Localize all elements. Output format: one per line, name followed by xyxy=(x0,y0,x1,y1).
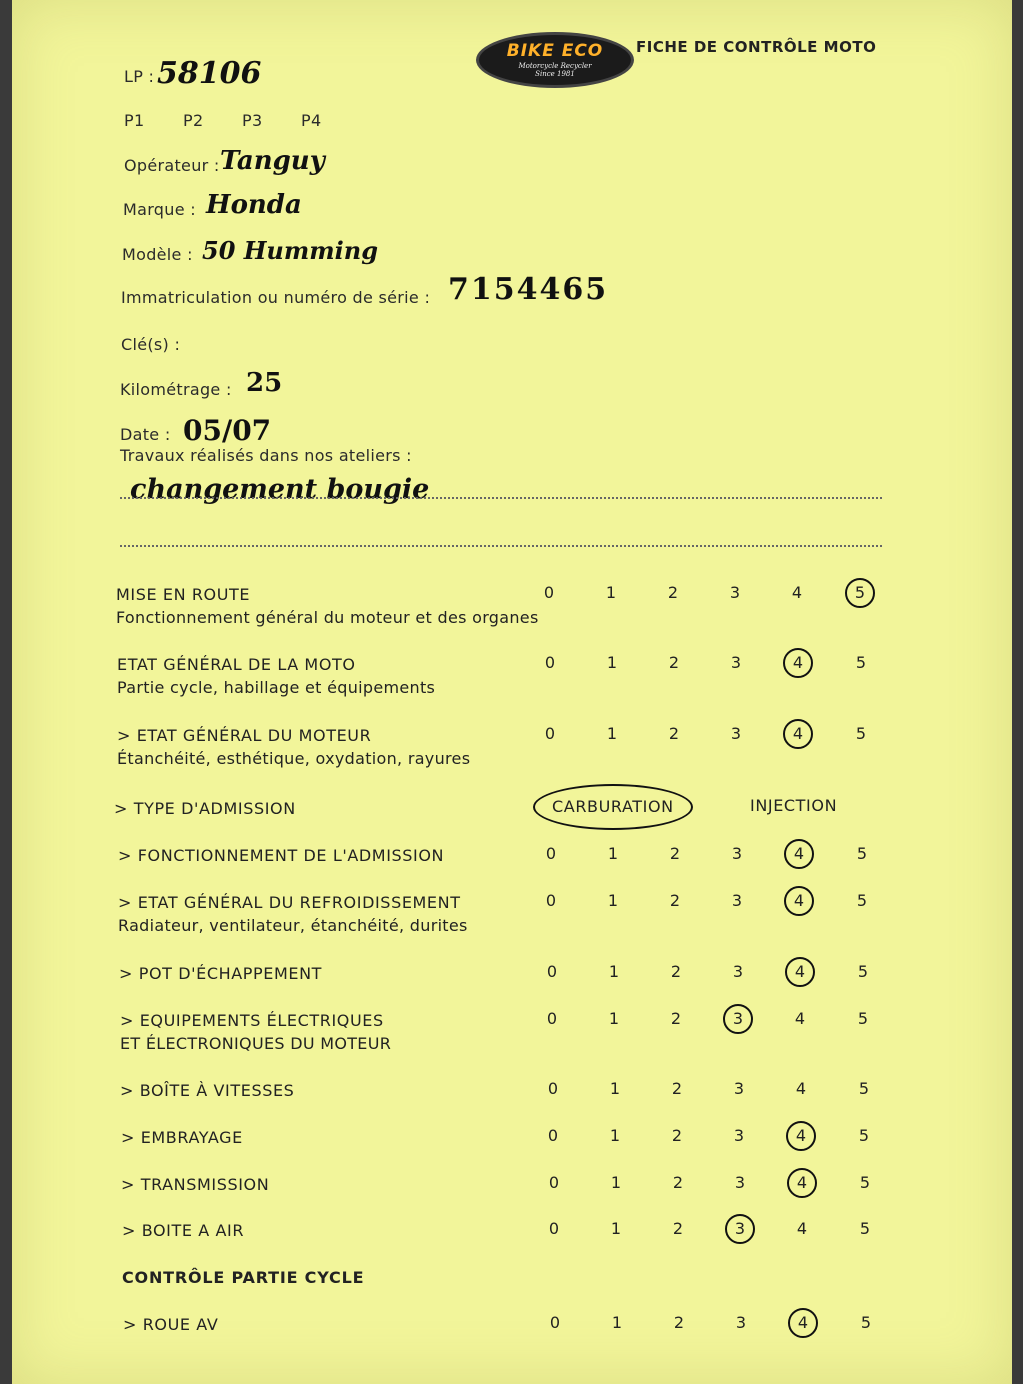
rating-5-score-3[interactable]: 3 xyxy=(731,891,743,910)
position-p4: P4 xyxy=(301,111,322,130)
operator-value: Tanguy xyxy=(220,146,325,176)
rating-3-score-0[interactable]: 0 xyxy=(544,724,556,743)
cycle-item-1-score-3[interactable]: 3 xyxy=(735,1313,747,1332)
rating-9-title: > EMBRAYAGE xyxy=(121,1128,243,1147)
operator-label: Opérateur : xyxy=(124,156,220,175)
rating-8-score-4[interactable]: 4 xyxy=(795,1079,807,1098)
rating-11-score-0[interactable]: 0 xyxy=(548,1219,560,1238)
rating-1-score-0[interactable]: 0 xyxy=(543,583,555,602)
rating-6-score-2[interactable]: 2 xyxy=(670,962,682,981)
rating-3-score-3[interactable]: 3 xyxy=(730,724,742,743)
rating-2-score-0[interactable]: 0 xyxy=(544,653,556,672)
rating-9-score-3[interactable]: 3 xyxy=(733,1126,745,1145)
bike-eco-logo xyxy=(476,32,634,88)
brand-label: Marque : xyxy=(123,200,196,219)
rating-5-score-4-selected[interactable]: 4 xyxy=(784,886,814,916)
rating-6-score-0[interactable]: 0 xyxy=(546,962,558,981)
rating-6-score-5[interactable]: 5 xyxy=(857,962,869,981)
rating-3-score-5[interactable]: 5 xyxy=(855,724,867,743)
rating-9-score-4-selected[interactable]: 4 xyxy=(786,1121,816,1151)
rating-10-score-2[interactable]: 2 xyxy=(672,1173,684,1192)
rating-4-score-5[interactable]: 5 xyxy=(856,844,868,863)
rating-8-title: > BOÎTE À VITESSES xyxy=(120,1081,295,1100)
rating-2-score-1[interactable]: 1 xyxy=(606,653,618,672)
rating-8-score-2[interactable]: 2 xyxy=(671,1079,683,1098)
rating-9-score-5[interactable]: 5 xyxy=(858,1126,870,1145)
date-value: 05/07 xyxy=(183,414,272,447)
rating-7-score-5[interactable]: 5 xyxy=(857,1009,869,1028)
rating-3-title: > ETAT GÉNÉRAL DU MOTEUR xyxy=(117,726,372,745)
rating-5-score-5[interactable]: 5 xyxy=(856,891,868,910)
rating-5-score-2[interactable]: 2 xyxy=(669,891,681,910)
logo-tag-line2: Since 1981 xyxy=(535,70,575,78)
rating-3-score-1[interactable]: 1 xyxy=(606,724,618,743)
position-p2: P2 xyxy=(183,111,204,130)
rating-3-subtitle: Étanchéité, esthétique, oxydation, rayures xyxy=(117,749,471,768)
rating-7-score-3-selected[interactable]: 3 xyxy=(723,1004,753,1034)
lp-value: 58106 xyxy=(157,56,262,91)
rating-6-score-3[interactable]: 3 xyxy=(732,962,744,981)
cycle-section-title: CONTRÔLE PARTIE CYCLE xyxy=(122,1268,365,1287)
admission-option-carburation: CARBURATION xyxy=(552,797,674,816)
rating-3-score-2[interactable]: 2 xyxy=(668,724,680,743)
rating-5-score-0[interactable]: 0 xyxy=(545,891,557,910)
rating-1-title: MISE EN ROUTE xyxy=(116,585,251,604)
rating-5-score-1[interactable]: 1 xyxy=(607,891,619,910)
rating-6-title: > POT D'ÉCHAPPEMENT xyxy=(119,964,323,983)
lp-label: LP : xyxy=(124,67,155,86)
rating-1-subtitle: Fonctionnement général du moteur et des organes xyxy=(116,608,539,627)
admission-label: > TYPE D'ADMISSION xyxy=(114,799,296,818)
inspection-sheet xyxy=(12,0,1012,1384)
model-label: Modèle : xyxy=(122,245,193,264)
rating-10-score-5[interactable]: 5 xyxy=(859,1173,871,1192)
rating-2-score-5[interactable]: 5 xyxy=(855,653,867,672)
rating-8-score-0[interactable]: 0 xyxy=(547,1079,559,1098)
sheet-title: FICHE DE CONTRÔLE MOTO xyxy=(636,38,877,56)
rating-10-score-0[interactable]: 0 xyxy=(548,1173,560,1192)
logo-tag-line1: Motorcycle Recycler xyxy=(518,62,592,70)
brand-value: Honda xyxy=(206,190,302,220)
rating-1-score-4[interactable]: 4 xyxy=(791,583,803,602)
admission-option-injection: INJECTION xyxy=(750,796,838,815)
rating-11-score-3-selected[interactable]: 3 xyxy=(725,1214,755,1244)
cycle-item-1-score-1[interactable]: 1 xyxy=(611,1313,623,1332)
rating-7-score-4[interactable]: 4 xyxy=(794,1009,806,1028)
cycle-item-1-score-0[interactable]: 0 xyxy=(549,1313,561,1332)
rating-7-title: > EQUIPEMENTS ÉLECTRIQUES xyxy=(120,1011,384,1030)
rating-7-score-1[interactable]: 1 xyxy=(608,1009,620,1028)
cycle-item-1-score-4-selected[interactable]: 4 xyxy=(788,1308,818,1338)
works-line-1 xyxy=(120,497,882,499)
rating-8-score-5[interactable]: 5 xyxy=(858,1079,870,1098)
logo-tagline xyxy=(479,62,631,78)
keys-label: Clé(s) : xyxy=(121,335,181,354)
logo-name: BIKE ECO xyxy=(506,41,604,61)
rating-10-title: > TRANSMISSION xyxy=(121,1175,270,1194)
works-line-2 xyxy=(120,545,882,547)
rating-2-subtitle: Partie cycle, habillage et équipements xyxy=(117,678,436,697)
rating-3-score-4-selected[interactable]: 4 xyxy=(783,719,813,749)
rating-4-score-3[interactable]: 3 xyxy=(731,844,743,863)
rating-11-score-4[interactable]: 4 xyxy=(796,1219,808,1238)
cycle-item-1-score-5[interactable]: 5 xyxy=(860,1313,872,1332)
rating-11-title: > BOITE A AIR xyxy=(122,1221,245,1240)
date-label: Date : xyxy=(120,425,171,444)
mileage-label: Kilométrage : xyxy=(120,380,232,399)
rating-2-score-3[interactable]: 3 xyxy=(730,653,742,672)
rating-5-subtitle: Radiateur, ventilateur, étanchéité, durites xyxy=(118,916,468,935)
rating-11-score-1[interactable]: 1 xyxy=(610,1219,622,1238)
rating-1-score-2[interactable]: 2 xyxy=(667,583,679,602)
rating-1-score-3[interactable]: 3 xyxy=(729,583,741,602)
cycle-item-1-score-2[interactable]: 2 xyxy=(673,1313,685,1332)
rating-8-score-3[interactable]: 3 xyxy=(733,1079,745,1098)
rating-9-score-2[interactable]: 2 xyxy=(671,1126,683,1145)
position-p1: P1 xyxy=(124,111,145,130)
rating-2-score-4-selected[interactable]: 4 xyxy=(783,648,813,678)
serial-label: Immatriculation ou numéro de série : xyxy=(121,288,431,307)
cycle-item-1-title: > ROUE AV xyxy=(123,1315,219,1334)
rating-4-title: > FONCTIONNEMENT DE L'ADMISSION xyxy=(118,846,445,865)
rating-4-score-4-selected[interactable]: 4 xyxy=(784,839,814,869)
rating-10-score-1[interactable]: 1 xyxy=(610,1173,622,1192)
rating-11-score-5[interactable]: 5 xyxy=(859,1219,871,1238)
rating-8-score-1[interactable]: 1 xyxy=(609,1079,621,1098)
rating-2-score-2[interactable]: 2 xyxy=(668,653,680,672)
position-p3: P3 xyxy=(242,111,263,130)
rating-1-score-1[interactable]: 1 xyxy=(605,583,617,602)
works-value: changement bougie xyxy=(130,474,430,505)
rating-7-subtitle: ET ÉLECTRONIQUES DU MOTEUR xyxy=(120,1034,392,1053)
serial-value: 7154465 xyxy=(448,272,609,307)
rating-9-score-1[interactable]: 1 xyxy=(609,1126,621,1145)
rating-9-score-0[interactable]: 0 xyxy=(547,1126,559,1145)
rating-10-score-4-selected[interactable]: 4 xyxy=(787,1168,817,1198)
rating-4-score-2[interactable]: 2 xyxy=(669,844,681,863)
rating-7-score-0[interactable]: 0 xyxy=(546,1009,558,1028)
rating-4-score-1[interactable]: 1 xyxy=(607,844,619,863)
rating-2-title: ETAT GÉNÉRAL DE LA MOTO xyxy=(117,655,356,674)
rating-11-score-2[interactable]: 2 xyxy=(672,1219,684,1238)
rating-6-score-4-selected[interactable]: 4 xyxy=(785,957,815,987)
mileage-value: 25 xyxy=(246,368,283,398)
rating-7-score-2[interactable]: 2 xyxy=(670,1009,682,1028)
rating-6-score-1[interactable]: 1 xyxy=(608,962,620,981)
model-value: 50 Humming xyxy=(202,236,379,265)
rating-4-score-0[interactable]: 0 xyxy=(545,844,557,863)
rating-5-title: > ETAT GÉNÉRAL DU REFROIDISSEMENT xyxy=(118,893,461,912)
rating-10-score-3[interactable]: 3 xyxy=(734,1173,746,1192)
works-label: Travaux réalisés dans nos ateliers : xyxy=(120,446,412,465)
rating-1-score-5-selected[interactable]: 5 xyxy=(845,578,875,608)
